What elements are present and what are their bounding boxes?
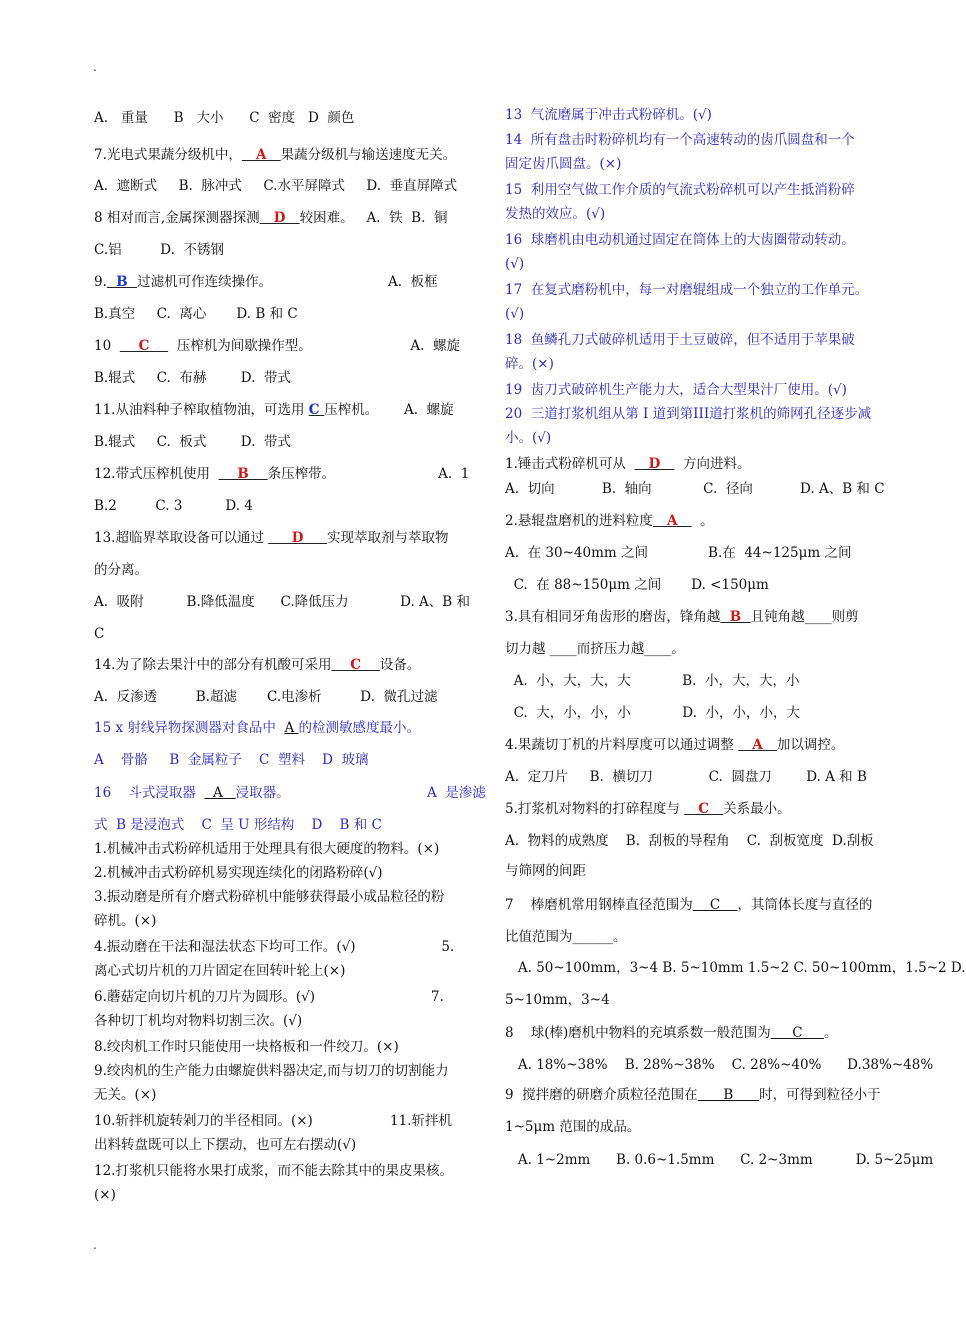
right-column-line: 17 在复式磨粉机中，每一对磨辊组成一个独立的工作单元。 [505,282,869,298]
right-column-line: (√) [505,256,525,272]
question-text: 7.光电式果蔬分级机中， [94,147,242,163]
left-column-line [94,528,472,548]
right-column-line: C. 在 88~150μm 之间 D. <150μm [505,577,769,593]
right-column-line [505,1085,888,1105]
right-column-line: 18 鱼鳞孔刀式破碎机适用于土豆破碎，但不适用于苹果破 [505,332,855,348]
answer-mark: C [770,1025,825,1041]
left-column-line: 各种切丁机均对物料切割三次。(√) [94,1013,303,1029]
left-column-line: A. 遮断式 B. 脉冲式 C.水平屏障式 D. 垂直屏障式 [94,178,458,194]
right-column-line: 16 球磨机由电动机通过固定在筒体上的大齿圈带动转动。 [505,232,855,248]
question-text-tail: 压榨机。 A. 螺旋 [324,402,454,418]
right-column-line: A. 切向 B. 轴向 C. 径向 D. A、B 和 C [505,481,885,497]
question-text-tail: 浸取器。 A 是渗滤 [235,785,486,801]
right-column-line: A. 50~100mm，3~4 B. 5~10mm 1.5~2 C. 50~100mm，1.5~2 D. [505,960,966,976]
right-column-line [505,607,888,627]
left-column-line: 离心式切片机的刀片固定在回转叶轮上(×) [94,963,346,979]
left-column-line: 4.振动磨在干法和湿法状态下均可工作。(√) 5. [94,939,455,955]
left-column-line: C.铝 D. 不锈钢 [94,242,224,258]
question-text-tail: 的检测敏感度最小。 [298,720,421,736]
right-column-line: C. 大，小，小，小 D. 小，小，小，大 [505,705,801,721]
question-text: 12.带式压榨机使用 [94,466,219,482]
left-column-line [94,145,472,165]
left-column-line [94,272,472,292]
left-column-line: 10.斩拌机旋转剁刀的半径相同。(×) 11.斩拌机 [94,1113,453,1129]
question-text: 16 斗式浸取器 [94,785,205,801]
right-column-line: (√) [505,306,525,322]
right-column-line: 小。(√) [505,430,552,446]
answer-mark: D [259,210,300,226]
left-column-line: 无关。(×) [94,1087,157,1103]
question-text-tail: 加以调控。 [776,737,845,753]
right-column-line: 切力越 ____而挤压力越____。 [505,641,685,657]
answer-mark: A [738,737,777,753]
left-column-line [94,464,472,484]
question-text: 4.果蔬切丁机的片料厚度可以通过调整 [505,737,739,753]
left-column-line: B.2 C. 3 D. 4 [94,498,253,514]
left-column-line [94,783,486,803]
right-column-line: A. 小，大，大，大 B. 小，大，大，小 [505,673,800,689]
left-column-line: (×) [94,1187,116,1203]
left-column-line [94,208,472,228]
question-text-tail: 。 [691,513,714,529]
answer-mark: D [634,456,675,472]
left-column-line: 6.蘑菇定向切片机的刀片为圆形。(√) 7. [94,989,444,1005]
right-column-line: A. 在 30~40mm 之间 B.在 44~125μm 之间 [505,545,852,561]
right-column-line [505,454,888,474]
question-text-tail: 。 [824,1025,838,1041]
right-column-line: A. 定刀片 B. 横切刀 C. 圆盘刀 D. A 和 B [505,769,867,785]
question-text: 11.从油料种子榨取植物油，可选用 [94,402,309,418]
question-text: 3.具有相同牙角齿形的磨齿，锋角越 [505,609,721,625]
left-column-line [94,400,472,420]
right-column-line: 19 齿刀式破碎机生产能力大，适合大型果汁厂使用。(√) [505,382,847,398]
page-mark-top: . [93,60,97,74]
question-text-tail: 且钝角越____则剪 [750,609,859,625]
question-text: 8 相对而言,金属探测器探测 [94,210,260,226]
left-column-line [94,718,472,738]
left-column-line: A. 重量 B 大小 C 密度 D 颜色 [94,110,355,126]
answer-mark: C [692,897,738,913]
question-text: 9. [94,274,107,290]
question-text: 7 棒磨机常用钢棒直径范围为 [505,897,693,913]
question-text: 10 [94,338,120,354]
answer-mark: A [284,720,299,736]
question-text-tail: 实现萃取剂与萃取物 [326,530,449,546]
right-column-line [505,511,888,531]
left-column-line: 9.绞肉机的生产能力由螺旋供料器决定,而与切刀的切割能力 [94,1063,449,1079]
right-column-line: 碎。(×) [505,356,554,372]
right-column-line: 5~10mm，3~4 [505,992,610,1008]
left-column-line: 8.绞肉机工作时只能使用一块格板和一件绞刀。(×) [94,1039,399,1055]
left-column-line: 的分离。 [94,562,148,578]
right-column-line: 14 所有盘击时粉碎机均有一个高速转动的齿爪圆盘和一个 [505,132,855,148]
answer-mark: C [119,338,169,354]
right-column-line: 1~5μm 范围的成品。 [505,1119,641,1135]
question-text: 8 球(棒)磨机中物料的充填系数一般范围为 [505,1025,771,1041]
left-column-line: 3.振动磨是所有介磨式粉碎机中能够获得最小成品粒径的粉 [94,889,445,905]
left-column-line: 碎机。(×) [94,913,157,929]
left-column-line: 式 B 是浸泡式 C 呈 U 形结构 D B 和 C [94,817,382,833]
question-text: 2.悬辊盘磨机的进料粒度 [505,513,653,529]
right-column-line [505,735,888,755]
left-column-line: 12.打浆机只能将水果打成浆，而不能去除其中的果皮果核。 [94,1163,453,1179]
answer-mark: B [720,609,751,625]
question-text-tail: 时，可得到粒径小于 [759,1087,881,1103]
question-text-tail: 条压榨带。 A. 1 [267,466,470,482]
left-column-line: 2.机械冲击式粉碎机易实现连续化的闭路粉碎(√) [94,865,383,881]
answer-mark: B [106,274,138,290]
question-text-tail: 关系最小。 [723,801,791,817]
question-text: 15 x 射线异物探测器对食品中 [94,720,285,736]
right-column-line: 13 气流磨属于冲击式粉碎机。(√) [505,107,712,123]
left-column-line: 出料转盘既可以上下摆动，也可左右摆动(√) [94,1137,357,1153]
right-column-line: A. 物料的成熟度 B. 刮板的导程角 C. 刮板宽度 D.刮板 [505,833,874,849]
question-text-tail: 过滤机可作连续操作。 A. 板框 [137,274,438,290]
question-text: 13.超临界萃取设备可以通过 [94,530,269,546]
question-text-tail: 方向进料。 [674,456,751,472]
right-column-line: 20 三道打浆机组从第 I 道到第III道打浆机的筛网孔径逐步减 [505,406,872,422]
question-text-tail: ，其筒体长度与直径的 [737,897,873,913]
answer-mark: C [331,657,380,673]
left-column-line: A 骨骼 B 金属粒子 C 塑料 D 玻璃 [94,752,369,768]
right-column-line: 与筛网的间距 [505,863,586,879]
right-column-line: 固定齿爪圆盘。(×) [505,156,622,172]
right-column-line: 比值范围为______。 [505,929,627,945]
left-column-line [94,655,472,675]
question-text-tail: 果蔬分级机与输送速度无关。 [280,147,457,163]
right-column-line: A. 1~2mm B. 0.6~1.5mm C. 2~3mm D. 5~25μm [505,1152,934,1168]
right-column-line [505,799,888,819]
left-column-line: B.真空 C. 离心 D. B 和 C [94,306,298,322]
left-column-line: C [94,626,105,642]
left-column-line: B.辊式 C. 板式 D. 带式 [94,434,291,450]
answer-mark: C [308,402,325,418]
question-text: 5.打浆机对物料的打碎程度与 [505,801,685,817]
left-column-line: B.辊式 C. 布赫 D. 带式 [94,370,291,386]
answer-mark: C [684,801,724,817]
answer-mark: B [697,1087,760,1103]
question-text-tail: 压榨机为间歇操作型。 A. 螺旋 [168,338,461,354]
answer-mark: A [241,147,281,163]
right-column-line: A. 18%~38% B. 28%~38% C. 28%~40% D.38%~48% [505,1057,934,1073]
left-column-line: A. 吸附 B.降低温度 C.降低压力 D. A、B 和 [94,594,471,610]
right-column-line: 15 利用空气做工作介质的气流式粉碎机可以产生抵消粉碎 [505,182,855,198]
left-column-line: 1.机械冲击式粉碎机适用于处理具有很大硬度的物料。(×) [94,841,440,857]
answer-mark: B [218,466,268,482]
question-text: 1.锤击式粉碎机可从 [505,456,635,472]
question-text: 14.为了除去果汁中的部分有机酸可采用 [94,657,332,673]
question-text-tail: 设备。 [379,657,421,673]
question-text: 9 搅拌磨的研磨介质粒径范围在 [505,1087,698,1103]
left-column-line [94,336,472,356]
question-text-tail: 较困难。 A. 铁 B. 铜 [299,210,448,226]
left-column-line: A. 反渗透 B.超滤 C.电渗析 D. 微孔过滤 [94,689,438,705]
answer-mark: A [652,513,692,529]
answer-mark: D [268,530,327,546]
page-mark-bottom: . [93,1238,97,1252]
right-column-line: 发热的效应。(√) [505,206,606,222]
answer-mark: A [204,785,236,801]
right-column-line [505,895,888,915]
right-column-line [505,1023,888,1043]
